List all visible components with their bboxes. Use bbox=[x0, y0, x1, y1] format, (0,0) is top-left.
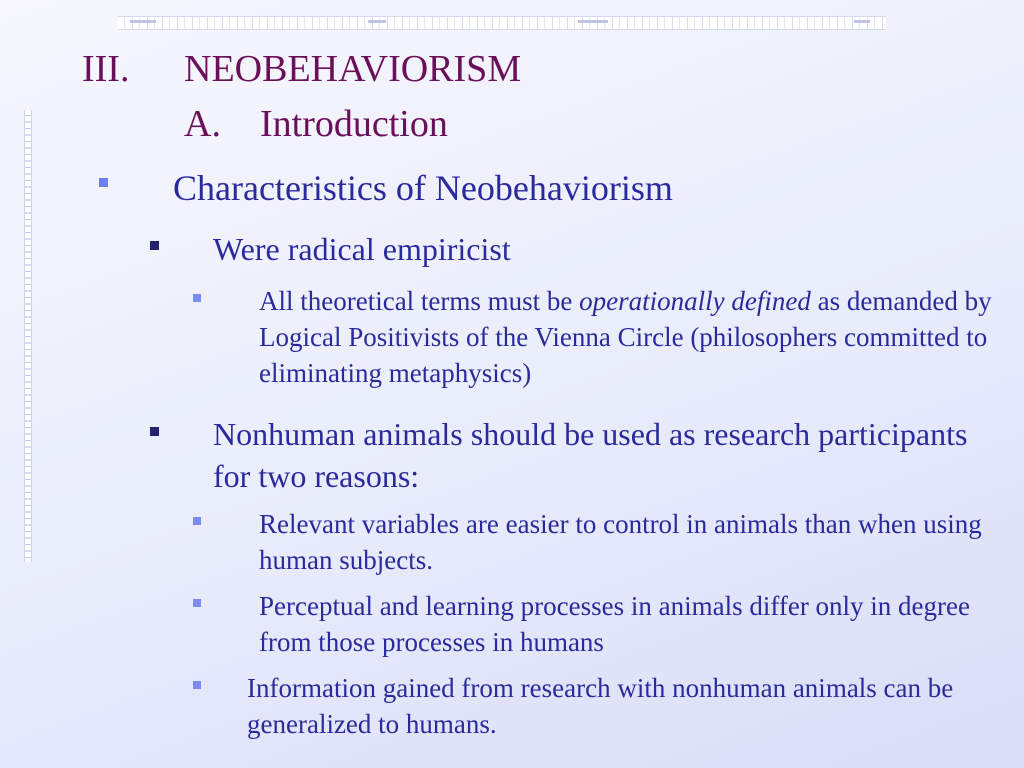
bullet-square-icon bbox=[150, 241, 159, 250]
heading-characteristics: Characteristics of Neobehaviorism bbox=[173, 168, 673, 208]
reason-relevant-variables: Relevant variables are easier to control in animals than when using human subjects. bbox=[259, 509, 982, 575]
bullet-square-icon bbox=[99, 178, 108, 187]
top-bar-dash bbox=[368, 20, 386, 23]
subtitle-letter: A. bbox=[184, 103, 221, 145]
point-operationally-defined bbox=[259, 283, 1019, 391]
slide-title: NEOBEHAVIORISM bbox=[184, 48, 522, 90]
point-radical-empiricist: Were radical empiricist bbox=[213, 231, 511, 267]
bullet-square-icon bbox=[193, 294, 201, 302]
top-bar-dash bbox=[130, 20, 156, 23]
bullet-square-icon bbox=[193, 517, 201, 525]
bullet-square-icon bbox=[193, 599, 201, 607]
decorative-side-bar bbox=[24, 110, 32, 562]
title-number: III. bbox=[82, 48, 130, 90]
top-bar-dash bbox=[854, 20, 870, 23]
point-nonhuman-animals: Nonhuman animals should be used as research participants for two reasons: bbox=[213, 416, 968, 494]
text-segment: All theoretical terms must be bbox=[259, 286, 580, 316]
text-segment: as demanded by Logical Positivists of the Vienna Circle (philosophers committed to eliminating metaphysics) bbox=[259, 286, 992, 388]
reason-perceptual-processes: Perceptual and learning processes in animals differ only in degree from those processes in humans bbox=[259, 591, 971, 657]
italic-term: operationally defined bbox=[579, 286, 811, 316]
slide-subtitle: Introduction bbox=[260, 103, 448, 145]
top-bar-dash bbox=[578, 20, 608, 23]
bullet-square-icon bbox=[193, 681, 201, 689]
reason-generalized-to-humans: Information gained from research with nonhuman animals can be generalized to humans. bbox=[247, 673, 954, 739]
bullet-square-icon bbox=[150, 427, 159, 436]
decorative-top-bar bbox=[118, 16, 886, 30]
